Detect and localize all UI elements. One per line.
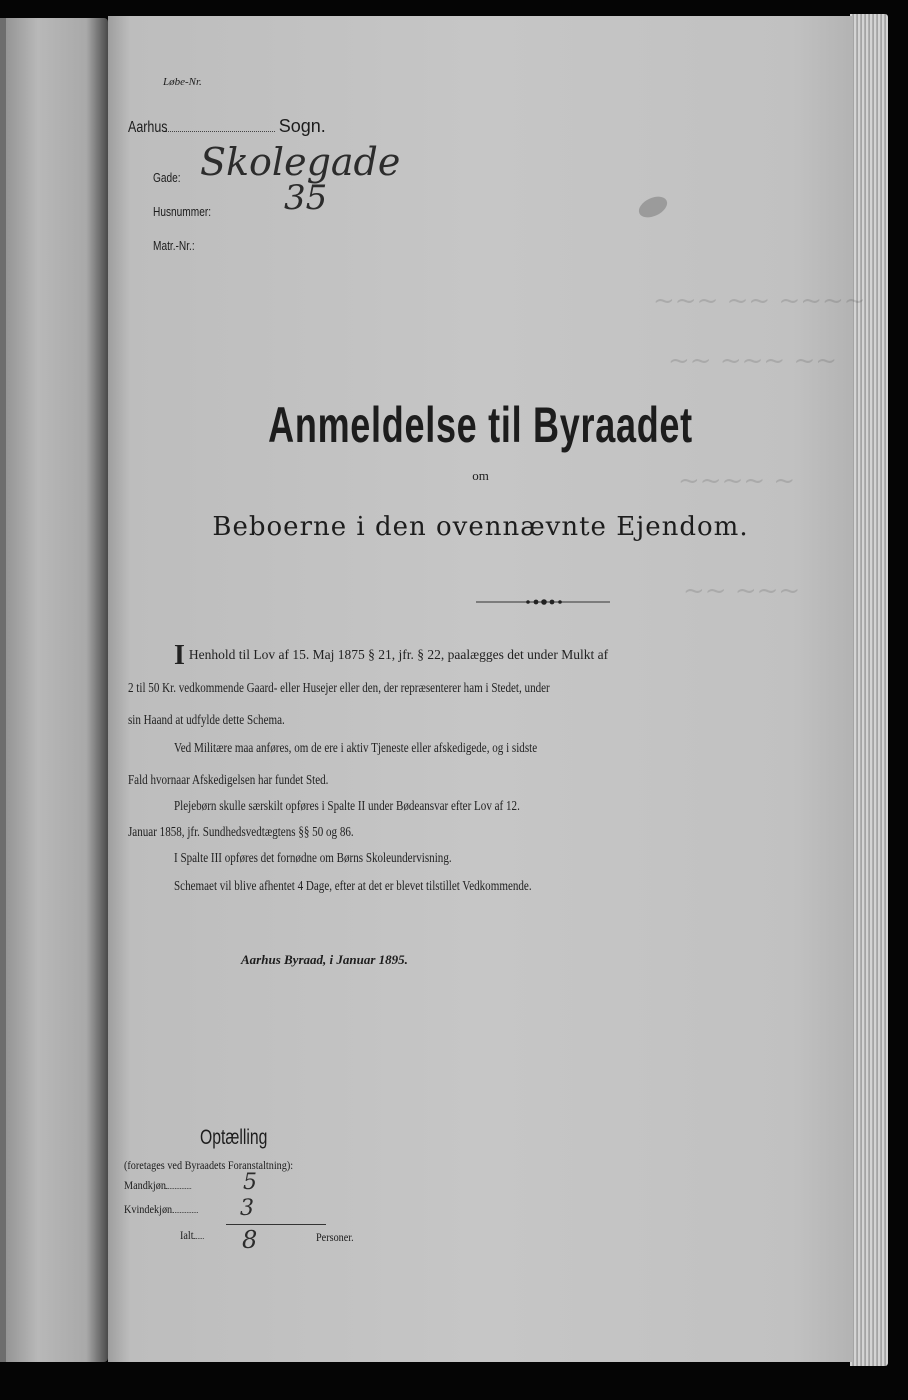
drop-initial: I	[174, 640, 185, 671]
parish-line	[128, 116, 326, 137]
count-title: Optælling	[200, 1126, 268, 1149]
title-connector: om	[472, 468, 489, 483]
page-stack-edge	[850, 14, 888, 1366]
men-label: Mandkjøn	[124, 1178, 166, 1192]
women-value: 3	[240, 1196, 254, 1221]
women-count-row	[124, 1202, 198, 1217]
bleed-through-marks: ~~~~ ~	[678, 466, 796, 496]
bleed-through-marks: ~~ ~~~ ~~	[668, 346, 838, 376]
total-value: 8	[242, 1226, 258, 1254]
instruction-paragraph-2-line-1: Ved Militære maa anføres, om de ere i aktiv Tjeneste eller afskedigede, og i sidste	[174, 740, 538, 755]
instruction-paragraph-3-line-1: Plejebørn skulle særskilt opføres i Spalte II under Bødeansvar efter Lov af 12.	[174, 798, 520, 813]
left-facing-page	[0, 18, 108, 1362]
total-rule	[226, 1224, 326, 1225]
count-subtitle: (foretages ved Byraadets Foranstaltning):	[124, 1158, 294, 1172]
bleed-through-marks: ~~~ ~~ ~~~~	[653, 286, 866, 316]
women-label: Kvindekjøn	[124, 1202, 173, 1216]
parish-dotted-line	[165, 131, 275, 132]
instruction-paragraph-1-line-1: I Henhold til Lov af 15. Maj 1875 § 21, jfr. § 22, paalægges det under Mulkt af	[174, 640, 609, 671]
husnummer-label: Husnummer:	[153, 204, 212, 219]
bleed-through-marks: ~~ ~~~	[683, 576, 801, 606]
matr-nr-label: Matr.-Nr.:	[153, 238, 195, 253]
signature-line: Aarhus Byraad, i Januar 1895.	[241, 952, 408, 967]
gade-label: Gade:	[153, 170, 181, 185]
persons-label: Personer.	[316, 1230, 354, 1244]
husnummer-value: 35	[284, 178, 328, 218]
total-label: Ialt	[180, 1228, 194, 1242]
ornament-divider	[476, 596, 610, 608]
lobe-nr-label: Løbe-Nr.	[163, 76, 202, 88]
document-title: Anmeldelse til Byraadet	[268, 397, 693, 453]
total-count-row	[180, 1228, 204, 1243]
men-value: 5	[243, 1170, 257, 1195]
instruction-paragraph-4: I Spalte III opføres det fornødne om Børns Skoleundervisning.	[174, 850, 452, 865]
men-count-row	[124, 1178, 191, 1193]
document-subtitle: Beboerne i den ovennævnte Ejendom.	[212, 512, 749, 542]
parish-suffix: Sogn.	[278, 116, 326, 136]
gade-value: Skolegade	[200, 140, 401, 184]
left-page-edge	[0, 18, 6, 1362]
document-page	[108, 16, 866, 1362]
instruction-paragraph-1-line-3: sin Haand at udfylde dette Schema.	[128, 712, 285, 727]
ink-blot	[636, 193, 671, 222]
parish-name: Aarhus	[128, 119, 168, 136]
instruction-paragraph-5: Schemaet vil blive afhentet 4 Dage, efter at det er blevet tilstillet Vedkommende.	[174, 878, 532, 893]
instruction-paragraph-2-line-2: Fald hvornaar Afskedigelsen har fundet Sted.	[128, 772, 329, 787]
instruction-paragraph-3-line-2: Januar 1858, jfr. Sundhedsvedtægtens §§ 50 og 86.	[128, 824, 354, 839]
instruction-paragraph-1-line-2: 2 til 50 Kr. vedkommende Gaard- eller Husejer eller den, der repræsenterer ham i Stedet, under	[128, 680, 550, 695]
